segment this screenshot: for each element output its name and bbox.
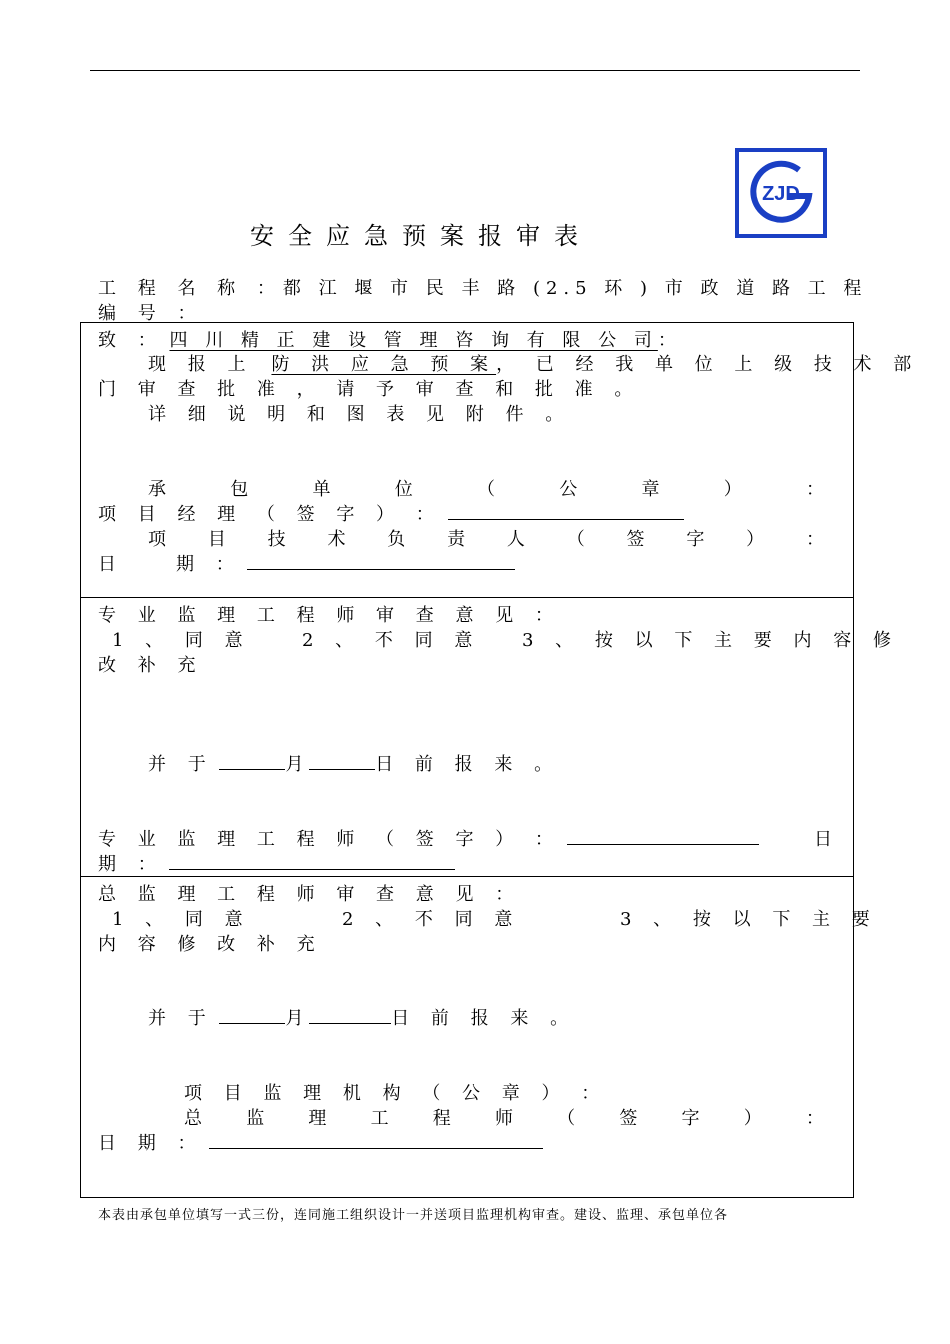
tech-lead-char: 项 [148, 529, 166, 550]
chief-option-revise: 3 、 按 以 下 主 要 [620, 909, 878, 930]
chief-deadline-prefix: 并 于 [148, 1008, 214, 1029]
chief-month-label: 月 [285, 1008, 304, 1029]
top-rule [90, 70, 860, 71]
tech-lead-row [148, 525, 824, 551]
chief-deadline [148, 1004, 576, 1030]
specialist-options [112, 626, 899, 652]
page-title: 安全应急预案报审表 [250, 222, 592, 250]
date-label: 日 期 ： [98, 554, 242, 575]
pm-label: 项 目 经 理 （ 签 字 ） ： [98, 504, 442, 525]
contractor-seal-char: 位 [394, 479, 413, 500]
chief-engineer-char: ： [805, 1108, 824, 1129]
deadline-suffix: 日 前 报 来 。 [375, 754, 561, 775]
project-name-row [98, 274, 868, 300]
number-label: 编 号 ： [98, 303, 204, 324]
chief-engineer-char: ） [743, 1108, 762, 1129]
contractor-seal-char: 公 [559, 479, 578, 500]
addressee-row [98, 326, 676, 352]
chief-engineer-char: 监 [246, 1108, 265, 1129]
month-label: 月 [285, 754, 304, 775]
option-revise: 3 、 按 以 下 主 要 内 容 修 [522, 630, 899, 651]
plan-name: 防 洪 应 急 预 案 [271, 354, 497, 375]
report-line-1 [148, 350, 920, 376]
contractor-seal-row [148, 475, 824, 501]
tech-lead-char: 字 [686, 529, 705, 550]
addressee-colon: ： [657, 330, 676, 351]
supervision-org-label: 项 目 监 理 机 构 （ 公 章 ） ： [184, 1083, 608, 1104]
date-line [247, 551, 515, 570]
chief-engineer-char: （ [557, 1108, 576, 1129]
footer-note: 本表由承包单位填写一式三份，连同施工组织设计一并送项目监理机构审查。建设、监理、承包单位各 [98, 1208, 729, 1223]
tech-lead-char: 负 [387, 529, 406, 550]
addressee-name: 四 川 精 正 建 设 管 理 咨 询 有 限 公 司 [169, 330, 658, 351]
report-suffix: ， 已 经 我 单 位 上 级 技 术 部 [496, 354, 920, 375]
tech-lead-char: 人 [506, 529, 525, 550]
specialist-date-label: 期 ： [98, 854, 164, 875]
option-revise-cont: 改 补 充 [98, 655, 204, 676]
contractor-seal-char: 包 [230, 479, 249, 500]
chief-engineer-char: 理 [308, 1108, 327, 1129]
project-manager-row [98, 500, 684, 526]
chief-deadline-suffix: 日 前 报 来 。 [391, 1008, 577, 1029]
pm-signature-line [448, 501, 684, 520]
chief-engineer-char: 工 [370, 1108, 389, 1129]
report-line-2: 门 审 查 批 准 ， 请 予 审 查 和 批 准 。 [98, 379, 641, 400]
chief-option-disagree: 2 、 不 同 意 [342, 909, 521, 930]
contractor-seal-char: 章 [641, 479, 660, 500]
day-line [309, 751, 375, 770]
tech-lead-char: 责 [447, 529, 466, 550]
chief-month-line [219, 1005, 285, 1024]
chief-engineer-char: 字 [681, 1108, 700, 1129]
tech-lead-char: 目 [207, 529, 226, 550]
company-logo [735, 148, 827, 238]
chief-date-line [209, 1130, 543, 1149]
project-name: 都 江 堰 市 民 丰 路 (2.5 环 ) 市 政 道 路 工 程 [282, 278, 868, 299]
contractor-seal-char: （ [477, 479, 495, 500]
tech-lead-char: ： [805, 529, 824, 550]
date-row-1 [98, 550, 515, 576]
chief-engineer-char: 程 [432, 1108, 451, 1129]
option-agree: 1 、 同 意 [112, 630, 251, 651]
to-label: 致 ： [98, 330, 164, 351]
chief-engineer-char: 签 [619, 1108, 638, 1129]
chief-sign-row [184, 1104, 824, 1130]
chief-option-agree: 1 、 同 意 [112, 909, 251, 930]
specialist-date-line [169, 851, 455, 870]
chief-date-row [98, 1129, 543, 1155]
specialist-heading: 专 业 监 理 工 程 师 审 查 意 见 ： [98, 605, 561, 626]
tech-lead-char: 签 [626, 529, 645, 550]
contractor-seal-char: ： [806, 479, 824, 500]
specialist-sign-line [567, 826, 759, 845]
chief-engineer-char: 师 [494, 1108, 513, 1129]
report-line-3: 详 细 说 明 和 图 表 见 附 件 。 [148, 404, 572, 425]
contractor-seal-char: 承 [148, 479, 166, 500]
chief-date-label: 日 期 ： [98, 1133, 204, 1154]
specialist-sign-label: 专 业 监 理 工 程 师 （ 签 字 ） ： [98, 829, 561, 850]
tech-lead-char: 术 [327, 529, 346, 550]
chief-day-line [309, 1005, 391, 1024]
chief-options [112, 905, 878, 931]
contractor-seal-char: ） [723, 479, 742, 500]
option-disagree: 2 、 不 同 意 [302, 630, 481, 651]
tech-lead-char: ） [746, 529, 765, 550]
chief-engineer-char: 总 [184, 1108, 202, 1129]
tech-lead-char: 技 [267, 529, 286, 550]
month-line [219, 751, 285, 770]
specialist-date-row [98, 850, 455, 876]
report-prefix: 现 报 上 [148, 354, 254, 375]
logo-text: ZJD [762, 183, 800, 205]
specialist-date-right: 日 [814, 829, 832, 850]
deadline-prefix: 并 于 [148, 754, 214, 775]
chief-option-revise-cont: 内 容 修 改 补 充 [98, 934, 323, 955]
tech-lead-char: （ [566, 529, 585, 550]
specialist-deadline [148, 750, 560, 776]
project-label: 工 程 名 称 ： [98, 278, 283, 299]
chief-heading: 总 监 理 工 程 师 审 查 意 见 ： [98, 884, 522, 905]
specialist-sign-row [98, 825, 832, 851]
contractor-seal-char: 单 [312, 479, 331, 500]
